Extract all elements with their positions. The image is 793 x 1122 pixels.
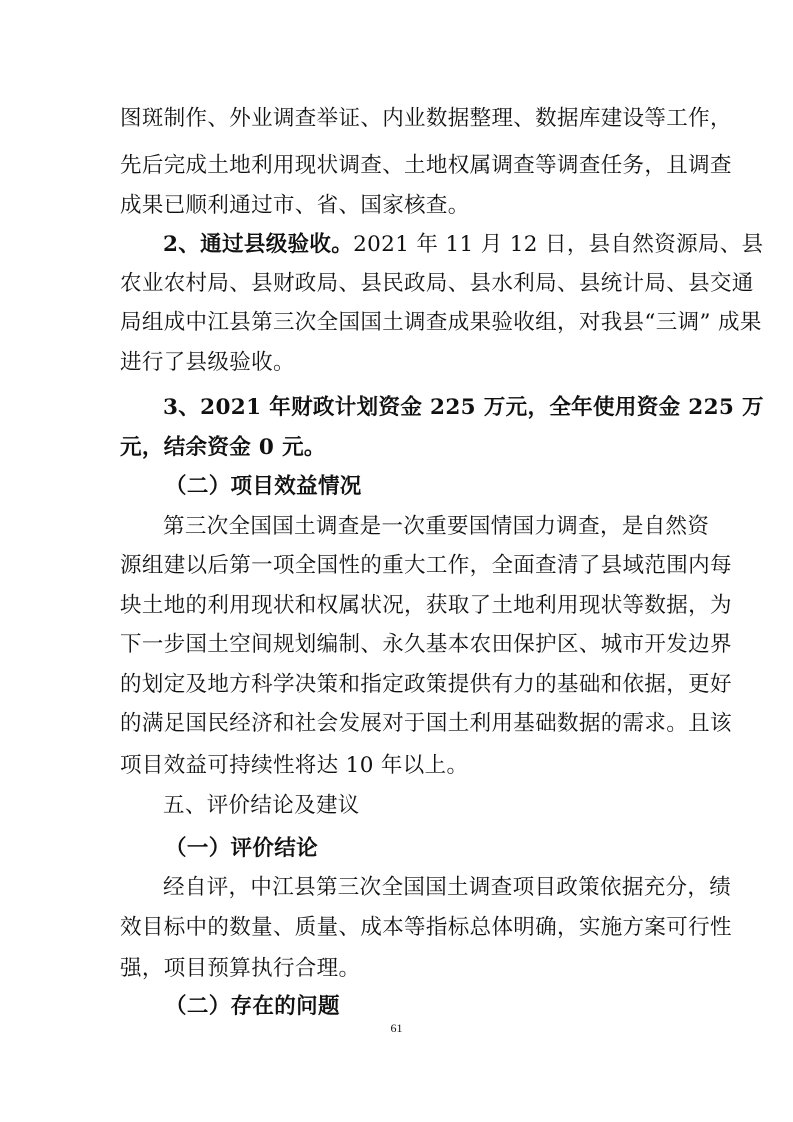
paragraph-text: 2021 年 11 月 12 日，县自然资源局、县 [353, 232, 764, 257]
paragraph-line: 第三次全国国土调查是一次重要国情国力调查，是自然资 [163, 514, 710, 539]
paragraph-line-heading-2 [163, 231, 764, 259]
paragraph-line: 源组建以后第一项全国性的重大工作，全面查清了县域范围内每 [120, 553, 732, 578]
paragraph-line: 强，项目预算执行合理。 [120, 956, 361, 981]
section-heading: （二）项目效益情况 [165, 474, 362, 499]
paragraph-line: 下一步国土空间规划编制、永久基本农田保护区、城市开发边界 [120, 632, 732, 657]
section-heading: （二）存在的问题 [165, 994, 340, 1019]
paragraph-line: 先后完成土地利用现状调查、土地权属调查等调查任务，且调查 [120, 153, 732, 178]
inline-heading: 2、通过县级验收。 [163, 232, 354, 257]
page-number: 61 [390, 1021, 403, 1035]
paragraph-line: 进行了县级验收。 [120, 350, 295, 375]
paragraph-line: 的划定及地方科学决策和指定政策提供有力的基础和依据，更好 [120, 672, 732, 697]
chapter-heading: 五、评价结论及建议 [163, 793, 360, 818]
bold-paragraph-line: 元，结余资金 0 元。 [120, 435, 326, 460]
paragraph-line: 局组成中江县第三次全国国土调查成果验收组，对我县“三调” 成果 [120, 310, 762, 335]
paragraph-line: 农业农村局、县财政局、县民政局、县水利局、县统计局、县交通 [120, 271, 754, 296]
paragraph-line: 图斑制作、外业调查举证、内业数据整理、数据库建设等工作， [120, 106, 732, 131]
paragraph-line: 成果已顺利通过市、省、国家核查。 [120, 193, 470, 218]
paragraph-line: 的满足国民经济和社会发展对于国土利用基础数据的需求。且该 [120, 711, 732, 736]
section-heading: （一）评价结论 [165, 836, 318, 861]
bold-paragraph-line: 3、2021 年财政计划资金 225 万元，全年使用资金 225 万 [163, 395, 764, 420]
paragraph-line: 经自评，中江县第三次全国国土调查项目政策依据充分，绩 [163, 875, 732, 900]
paragraph-line: 效目标中的数量、质量、成本等指标总体明确，实施方案可行性 [120, 915, 732, 940]
paragraph-line: 项目效益可持续性将达 10 年以上。 [120, 753, 469, 778]
paragraph-line: 块土地的利用现状和权属状况，获取了土地利用现状等数据，为 [120, 593, 732, 618]
